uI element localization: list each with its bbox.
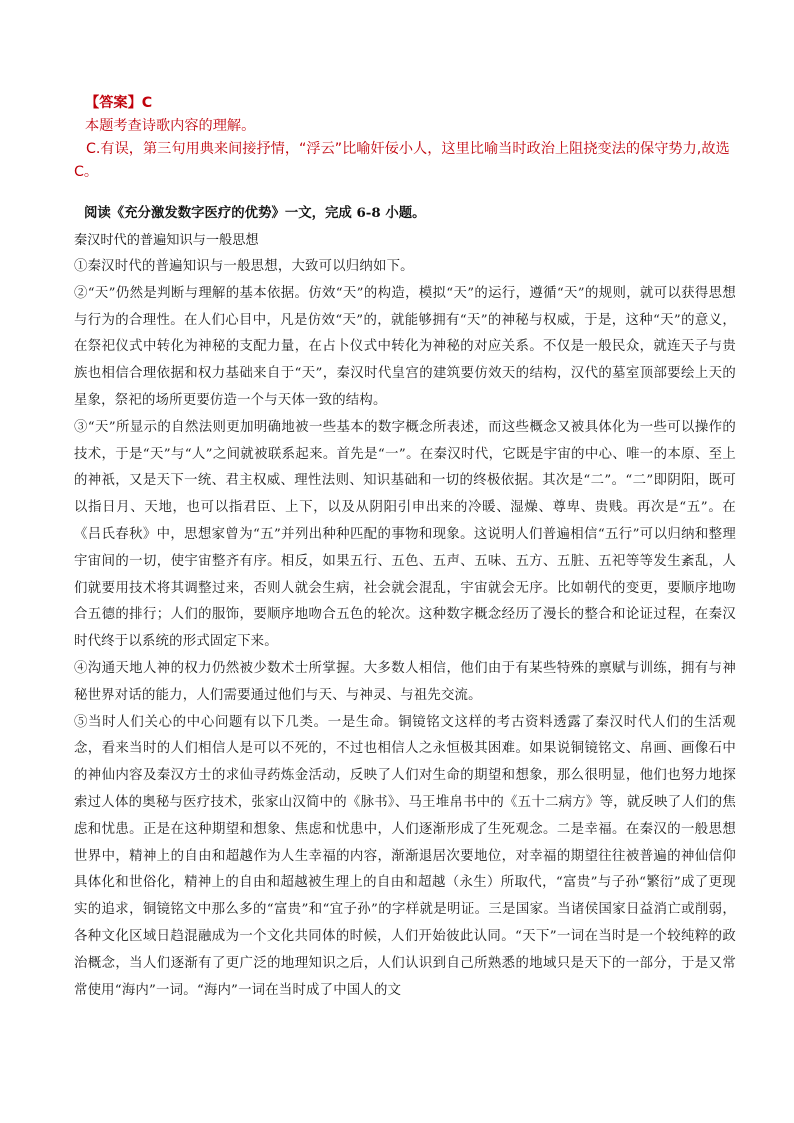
paragraph-3: ③“天”所显示的自然法则更加明确地被一些基本的数字概念所表述，而这些概念又被具体化为一些可以操作的技术，于是“天”与“人”之间就被联系起来。首先是“一”。在秦汉时代，它既是宇宙的中心、唯一的本原、至上的神祇，又是天下一统、君主权威、理性法则、知识基础和一切的终极依据。其次是“二”。“二”即阴阳，既可以指日月、天地，也可以指君臣、上下，以及从阴阳引申出来的冷暖、湿燥、尊卑、贵贱。再次是“五”。在《吕氏春秋》中，思想家曾为“五”并列出种种匹配的事物和现象。这说明人们普遍相信“五行”可以归纳和整理宇宙间的一切，使宇宙整齐有序。相反，如果五行、五色、五声、五味、五方、五脏、五祀等等发生紊乱，人们就要用技术将其调整过来，否则人就会生病，社会就会混乱，宇宙就会无序。比如朝代的变更，要顺序地吻合五德的排行；人们的服饰，要顺序地吻合五色的轮次。这种数字概念经历了漫长的整合和论证过程，在秦汉时代终于以系统的形式固定下来。 bbox=[74, 419, 736, 650]
article-title: 秦汉时代的普遍知识与一般思想 bbox=[74, 233, 259, 248]
answer-summary: 本题考查诗歌内容的理解。 bbox=[85, 118, 256, 134]
reading-cue: 阅读《充分激发数字医疗的优势》一文，完成 6-8 小题。 bbox=[84, 205, 426, 221]
answer-section bbox=[74, 92, 736, 184]
answer-label: 【答案】C bbox=[85, 95, 153, 111]
paragraph-4: ④沟通天地人神的权力仍然被少数术士所掌握。大多数人相信，他们由于有某些特殊的禀赋与训练，拥有与神秘世界对话的能力，人们需要通过他们与天、与神灵、与祖先交流。 bbox=[74, 660, 736, 703]
paragraph-5: ⑤当时人们关心的中心问题有以下几类。一是生命。铜镜铭文这样的考古资料透露了秦汉时代人们的生活观念，看来当时的人们相信人是可以不死的，不过也相信人之永恒极其困难。如果说铜镜铭文、帛画、画像石中的神仙内容及秦汉方士的求仙寻药炼金活动，反映了人们对生命的期望和想象，那么很明显，他们也努力地探索过人体的奥秘与医疗技术，张家山汉简中的《脉书》、马王堆帛书中的《五十二病方》等，就反映了人们的焦虑和忧患。正是在这种期望和想象、焦虑和忧患中，人们逐渐形成了生死观念。二是幸福。在秦汉的一般思想世界中，精神上的自由和超越作为人生幸福的内容，渐渐退居次要地位，对幸福的期望往往被普遍的神仙信仰具体化和世俗化，精神上的自由和超越被生理上的自由和超越（永生）所取代，“富贵”与子孙“繁衍”成了更现实的追求，铜镜铭文中那么多的“富贵”和“宜子孙”的字样就是明证。三是国家。当诸侯国家日益消亡或削弱，各种文化区域日趋混融成为一个文化共同体的时候，人们开始彼此认同。“天下”一词在当时是一个较纯粹的政治概念，当人们逐渐有了更广泛的地理知识之后，人们认识到自己所熟悉的地域只是天下的一部分，于是又常常使用“海内”一词。“海内”一词在当时成了中国人的文 bbox=[74, 714, 736, 998]
paragraph-1: ①秦汉时代的普遍知识与一般思想，大致可以归纳如下。 bbox=[74, 259, 414, 274]
answer-explanation: C.有误，第三句用典来间接抒情，“浮云”比喻奸佞小人，这里比喻当时政治上阻挠变法的保守势力,故选 bbox=[86, 141, 730, 157]
paragraph-2: ②“天”仍然是判断与理解的基本依据。仿效“天”的构造，模拟“天”的运行，遵循“天”的规则，就可以获得思想与行为的合理性。在人们心目中，凡是仿效“天”的，就能够拥有“天”的神秘与权威，于是，这种“天”的意义，在祭祀仪式中转化为神秘的支配力量，在占卜仪式中转化为神秘的对应关系。不仅是一般民众，就连天子与贵族也相信合理依据和权力基础来自于“天”，秦汉时代皇宫的建筑要仿效天的结构，汉代的墓室顶部要绘上天的星象，祭祀的场所更要仿造一个与天体一致的结构。 bbox=[74, 285, 736, 408]
article-body bbox=[74, 254, 736, 1004]
answer-explanation-tail: C。 bbox=[74, 164, 99, 180]
